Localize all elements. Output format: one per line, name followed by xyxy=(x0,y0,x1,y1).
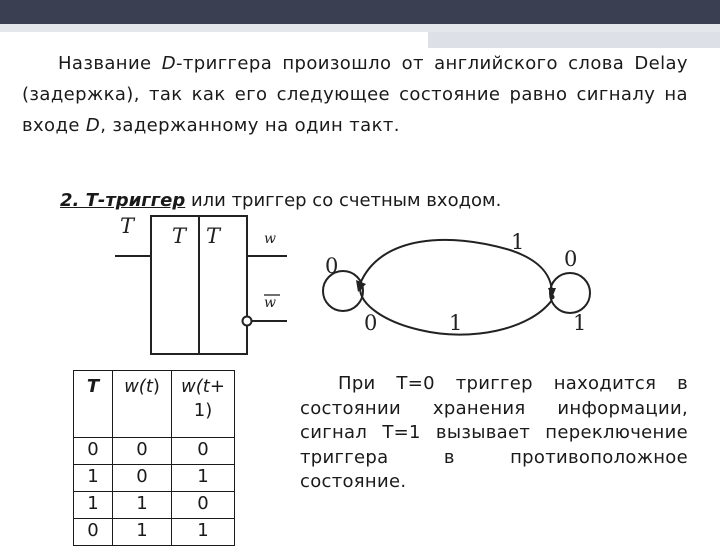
table-row xyxy=(74,438,235,465)
heading-bold: 2. Т-триггер xyxy=(60,190,186,210)
inversion-circle xyxy=(243,317,252,326)
table-cell: 1 xyxy=(172,519,235,546)
state-right-label: 1 xyxy=(573,311,587,335)
table-row xyxy=(74,465,235,492)
table-cell: 1 xyxy=(172,465,235,492)
block-left-label: T xyxy=(172,224,187,248)
table-cell: 1 xyxy=(113,519,172,546)
description-text: При Т=0 триггер находится в состоянии хранения информации, сигнал Т=1 вызывает переключение триггера в противоположное состояние. xyxy=(300,373,688,492)
state-left-label: 0 xyxy=(364,311,378,335)
intro-end: , задержанному на один такт. xyxy=(100,115,400,136)
heading-rest: или триггер со счетным входом. xyxy=(185,190,502,210)
table-cell: 0 xyxy=(74,519,113,546)
block-input-label: T xyxy=(120,214,135,238)
description-paragraph xyxy=(300,372,688,495)
header-t: T xyxy=(74,371,113,438)
state-0-node xyxy=(359,285,364,290)
t-trigger-block xyxy=(115,216,287,354)
intro-start: Название xyxy=(58,53,162,74)
arc-top-label: 1 xyxy=(511,230,525,254)
loop-right-label: 0 xyxy=(564,247,578,271)
intro-mid: -триггера произошло от английского слова Delay (задержка), так как его следующее состояние равно сигналу на входе xyxy=(22,53,688,136)
intro-d: D xyxy=(161,53,176,74)
loop-left-label: 0 xyxy=(325,254,339,278)
table-header-row xyxy=(74,371,235,438)
self-loop-1 xyxy=(550,273,590,313)
state-1-node xyxy=(550,295,555,300)
output-w-bar-label: w xyxy=(264,295,276,311)
truth-table xyxy=(73,370,235,546)
table-cell: 0 xyxy=(113,438,172,465)
intro-d2: D xyxy=(85,115,101,136)
table-cell: 0 xyxy=(172,438,235,465)
table-cell: 0 xyxy=(172,492,235,519)
table-row xyxy=(74,492,235,519)
table-row xyxy=(74,519,235,546)
table-cell: 0 xyxy=(74,438,113,465)
block-right-label: T xyxy=(206,224,221,248)
table-cell: 0 xyxy=(113,465,172,492)
header-w-next: w(t+ 1) xyxy=(172,371,235,438)
table-cell: 1 xyxy=(74,465,113,492)
header-w: w(t) xyxy=(113,371,172,438)
arc-bottom-label: 1 xyxy=(449,311,463,335)
table-cell: 1 xyxy=(113,492,172,519)
output-w-label: w xyxy=(264,231,276,247)
table-cell: 1 xyxy=(74,492,113,519)
